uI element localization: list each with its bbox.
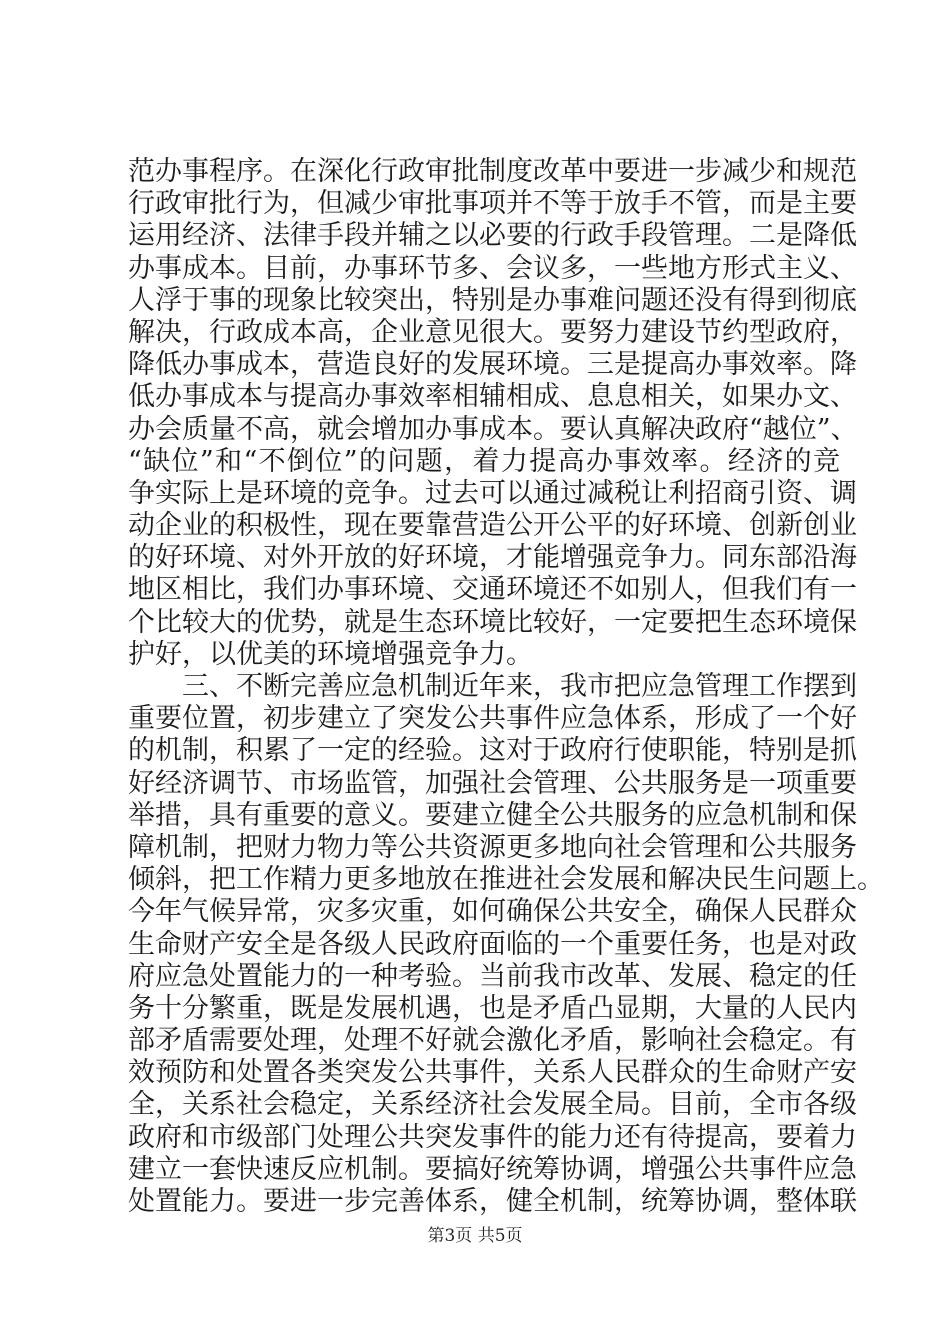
text-line: 办会质量不高，就会增加办事成本。要认真解决政府“越位”、 — [128, 413, 858, 445]
text-line: 重要位置，初步建立了突发公共事件应急体系，形成了一个好 — [128, 703, 857, 735]
text-line: 生命财产安全是各级人民政府面临的一个重要任务，也是对政 — [128, 928, 857, 960]
text-line: 争实际上是环境的竞争。过去可以通过减税让利招商引资、调 — [128, 477, 857, 509]
text-line: 降低办事成本，营造良好的发展环境。三是提高办事效率。降 — [128, 349, 857, 381]
text-line: 部矛盾需要处理，处理不好就会激化矛盾，影响社会稳定。有 — [128, 1025, 857, 1057]
body-text — [128, 156, 884, 1218]
text-line: 运用经济、法律手段并辅之以必要的行政手段管理。二是降低 — [128, 220, 857, 252]
text-line: 府应急处置能力的一种考验。当前我市改革、发展、稳定的任 — [128, 960, 857, 992]
text-line: 地区相比，我们办事环境、交通环境还不如别人，但我们有一 — [128, 574, 857, 606]
text-line: 个比较大的优势，就是生态环境比较好，一定要把生态环境保 — [128, 606, 857, 638]
text-line: 人浮于事的现象比较突出，特别是办事难问题还没有得到彻底 — [128, 284, 857, 316]
text-line: 护好，以优美的环境增强竞争力。 — [128, 638, 533, 670]
page-number-footer: 第3页 共5页 — [427, 1226, 523, 1246]
text-line: 动企业的积极性，现在要靠营造公开公平的好环境、创新创业 — [128, 510, 857, 542]
text-line: 好经济调节、市场监管，加强社会管理、公共服务是一项重要 — [128, 767, 857, 799]
text-line: 低办事成本与提高办事效率相辅相成、息息相关，如果办文、 — [128, 381, 857, 413]
text-line: 全，关系社会稳定，关系经济社会发展全局。目前，全市各级 — [128, 1089, 857, 1121]
text-line: 的好环境、对外开放的好环境，才能增强竞争力。同东部沿海 — [128, 542, 857, 574]
paragraph-2 — [128, 671, 884, 1218]
text-line: 倾斜，把工作精力更多地放在推进社会发展和解决民生问题上。 — [128, 864, 884, 896]
text-line: 建立一套快速反应机制。要搞好统筹协调，增强公共事件应急 — [128, 1153, 857, 1185]
text-line: 解决，行政成本高，企业意见很大。要努力建设节约型政府， — [128, 316, 857, 348]
section-heading-line: 三、不断完善应急机制近年来，我市把应急管理工作摆到 — [182, 671, 857, 702]
text-line: 处置能力。要进一步完善体系，健全机制，统筹协调，整体联 — [128, 1186, 857, 1217]
text-line: 办事成本。目前，办事环节多、会议多，一些地方形式主义、 — [128, 252, 857, 284]
text-line: 障机制，把财力物力等公共资源更多地向社会管理和公共服务 — [128, 831, 857, 863]
text-line: 政府和市级部门处理公共突发事件的能力还有待提高，要着力 — [128, 1121, 857, 1153]
text-line: “缺位”和“不倒位”的问题，着力提高办事效率。经济的竞 — [128, 445, 840, 477]
paragraph-1 — [128, 156, 858, 671]
text-line: 举措，具有重要的意义。要建立健全公共服务的应急机制和保 — [128, 799, 857, 831]
text-line: 务十分繁重，既是发展机遇，也是矛盾凸显期，大量的人民内 — [128, 992, 857, 1024]
text-line: 今年气候异常，灾多灾重，如何确保公共安全，确保人民群众 — [128, 896, 857, 928]
text-line: 效预防和处置各类突发公共事件，关系人民群众的生命财产安 — [128, 1057, 857, 1089]
text-line: 范办事程序。在深化行政审批制度改革中要进一步减少和规范 — [128, 156, 857, 187]
text-line: 行政审批行为，但减少审批事项并不等于放手不管，而是主要 — [128, 188, 857, 220]
text-line: 的机制，积累了一定的经验。这对于政府行使职能，特别是抓 — [128, 735, 857, 767]
